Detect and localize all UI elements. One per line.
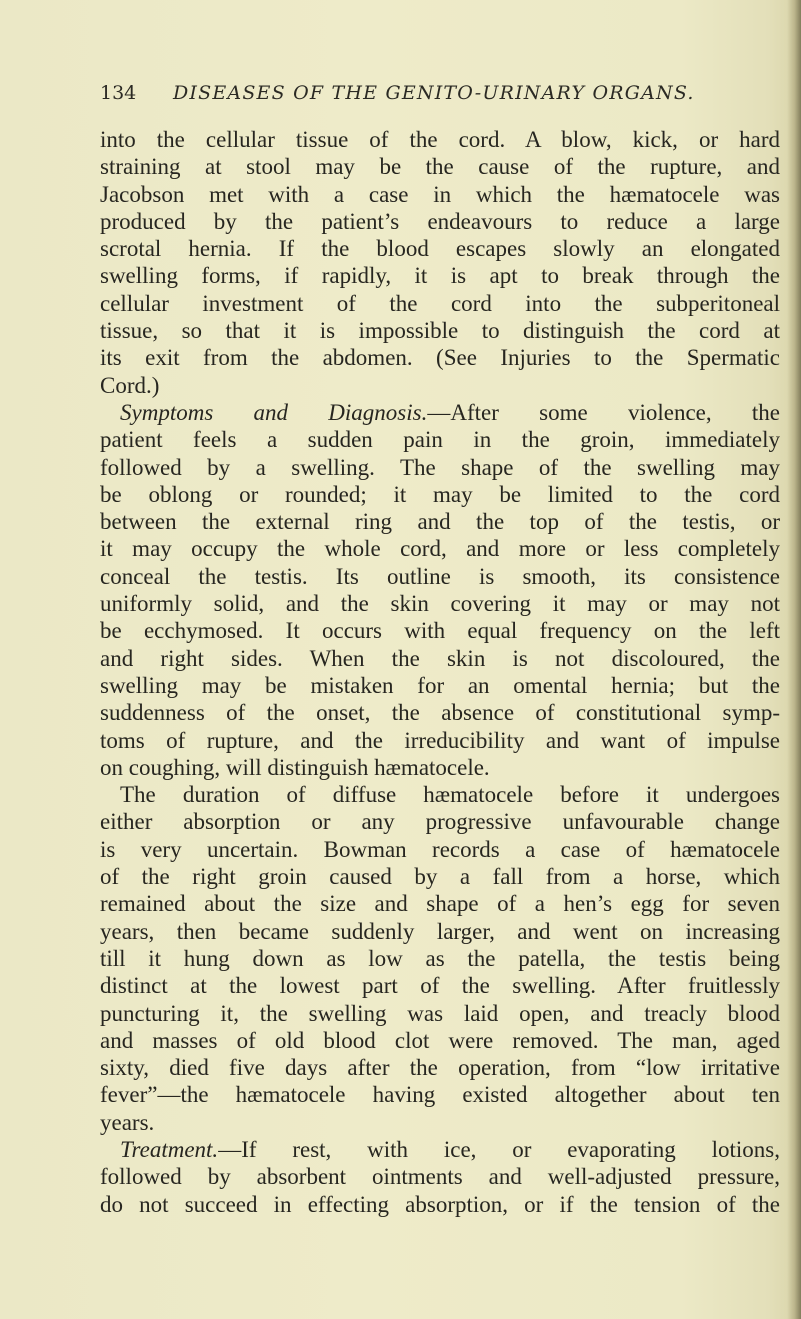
- line-text: —If rest, with ice, or evaporating lotions,: [218, 1136, 780, 1162]
- line-text: its exit from the abdomen. (See Injuries to the Spermatic: [100, 345, 780, 371]
- text-line: [100, 808, 780, 835]
- text-line: [100, 972, 780, 999]
- text-line: [100, 672, 780, 699]
- text-line: [100, 1163, 780, 1190]
- line-text: distinct at the lowest part of the swelling. After fruitlessly: [100, 973, 780, 999]
- text-line: [100, 399, 780, 426]
- page-number: 134: [100, 82, 137, 104]
- text-line: [100, 508, 780, 535]
- text-line: [100, 890, 780, 917]
- line-text: tissue, so that it is impossible to distinguish the cord at: [100, 318, 780, 344]
- page-edge-shadow: [787, 0, 801, 1319]
- text-line: [100, 863, 780, 890]
- text-line: [100, 781, 780, 808]
- line-text: swelling may be mistaken for an omental hernia; but the: [100, 672, 780, 698]
- text-line: [100, 126, 780, 153]
- line-text: fever”—the hæmatocele having existed altogether about ten: [100, 1082, 780, 1108]
- text-line: [100, 590, 780, 617]
- text-line: [100, 617, 780, 644]
- text-line: [100, 181, 780, 208]
- line-text: it may occupy the whole cord, and more or less completely: [100, 536, 780, 562]
- line-text: followed by a swelling. The shape of the swelling may: [100, 454, 780, 480]
- text-line: [100, 1000, 780, 1027]
- line-text: patient feels a sudden pain in the groin, immediately: [100, 427, 780, 453]
- line-text: puncturing it, the swelling was laid open, and treacly blood: [100, 1000, 780, 1026]
- running-head: DISEASES OF THE GENITO-URINARY ORGANS.: [173, 82, 695, 104]
- line-text: swelling forms, if rapidly, it is apt to break through the: [100, 263, 780, 289]
- line-text: is very uncertain. Bowman records a case of hæmatocele: [100, 836, 780, 862]
- line-text: conceal the testis. Its outline is smooth, its consistence: [100, 563, 780, 589]
- line-text: Jacobson met with a case in which the hæmatocele was: [100, 181, 780, 207]
- body-text: [100, 126, 780, 1218]
- line-text: till it hung down as low as the patella, the testis being: [100, 945, 780, 971]
- line-text: scrotal hernia. If the blood escapes slowly an elongated: [100, 236, 780, 262]
- text-line: [100, 262, 780, 289]
- text-line: [100, 1191, 780, 1218]
- line-text: uniformly solid, and the skin covering it may or may not: [100, 591, 780, 617]
- line-text: be oblong or rounded; it may be limited to the cord: [100, 481, 780, 507]
- line-text: —After some violence, the: [427, 399, 780, 425]
- line-text: years, then became suddenly larger, and went on increasing: [100, 918, 780, 944]
- text-line: [100, 1027, 780, 1054]
- text-line: [100, 1081, 780, 1108]
- line-text: do not succeed in effecting absorption, or if the tension of the: [100, 1191, 780, 1217]
- text-line: [100, 208, 780, 235]
- text-line: [100, 372, 780, 399]
- text-line: [100, 1136, 780, 1163]
- text-line: [100, 1054, 780, 1081]
- line-text: on coughing, will distinguish hæmatocele.: [100, 754, 490, 780]
- text-line: [100, 235, 780, 262]
- line-text: straining at stool may be the cause of the rupture, and: [100, 154, 780, 180]
- line-text: into the cellular tissue of the cord. A blow, kick, or hard: [100, 127, 780, 152]
- line-text: remained about the size and shape of a hen’s egg for seven: [100, 891, 780, 917]
- text-line: [100, 317, 780, 344]
- text-line: [100, 727, 780, 754]
- line-text: produced by the patient’s endeavours to reduce a large: [100, 208, 780, 234]
- text-line: [100, 563, 780, 590]
- line-text: of the right groin caused by a fall from a horse, which: [100, 864, 780, 890]
- text-line: [100, 290, 780, 317]
- line-text: and masses of old blood clot were removed. The man, aged: [100, 1027, 780, 1053]
- text-line: [100, 918, 780, 945]
- line-text: between the external ring and the top of the testis, or: [100, 509, 780, 535]
- line-text: toms of rupture, and the irreducibility and want of impulse: [100, 727, 780, 753]
- line-text: be ecchymosed. It occurs with equal frequency on the left: [100, 618, 780, 644]
- line-text: Cord.): [100, 372, 160, 398]
- section-heading: Symptoms and Diagnosis.: [120, 399, 428, 425]
- text-line: [100, 836, 780, 863]
- line-text: either absorption or any progressive unfavourable change: [100, 809, 780, 835]
- line-text: sixty, died five days after the operation, from “low irritative: [100, 1055, 780, 1081]
- line-text: cellular investment of the cord into the subperitoneal: [100, 290, 780, 316]
- line-text: suddenness of the onset, the absence of constitutional symp-: [100, 700, 780, 726]
- section-heading: Treatment.: [120, 1136, 219, 1162]
- line-text: followed by absorbent ointments and well-adjusted pressure,: [100, 1164, 780, 1190]
- line-text: and right sides. When the skin is not discoloured, the: [100, 645, 780, 671]
- text-line: [100, 344, 780, 371]
- text-line: [100, 535, 780, 562]
- text-line: [100, 1109, 780, 1136]
- page-header: [100, 82, 760, 112]
- text-line: [100, 153, 780, 180]
- text-line: [100, 426, 780, 453]
- text-line: [100, 754, 780, 781]
- text-line: [100, 481, 780, 508]
- text-line: [100, 454, 780, 481]
- text-line: [100, 945, 780, 972]
- text-line: [100, 699, 780, 726]
- line-text: The duration of diffuse hæmatocele before it undergoes: [120, 782, 780, 808]
- line-text: years.: [100, 1109, 155, 1135]
- text-line: [100, 645, 780, 672]
